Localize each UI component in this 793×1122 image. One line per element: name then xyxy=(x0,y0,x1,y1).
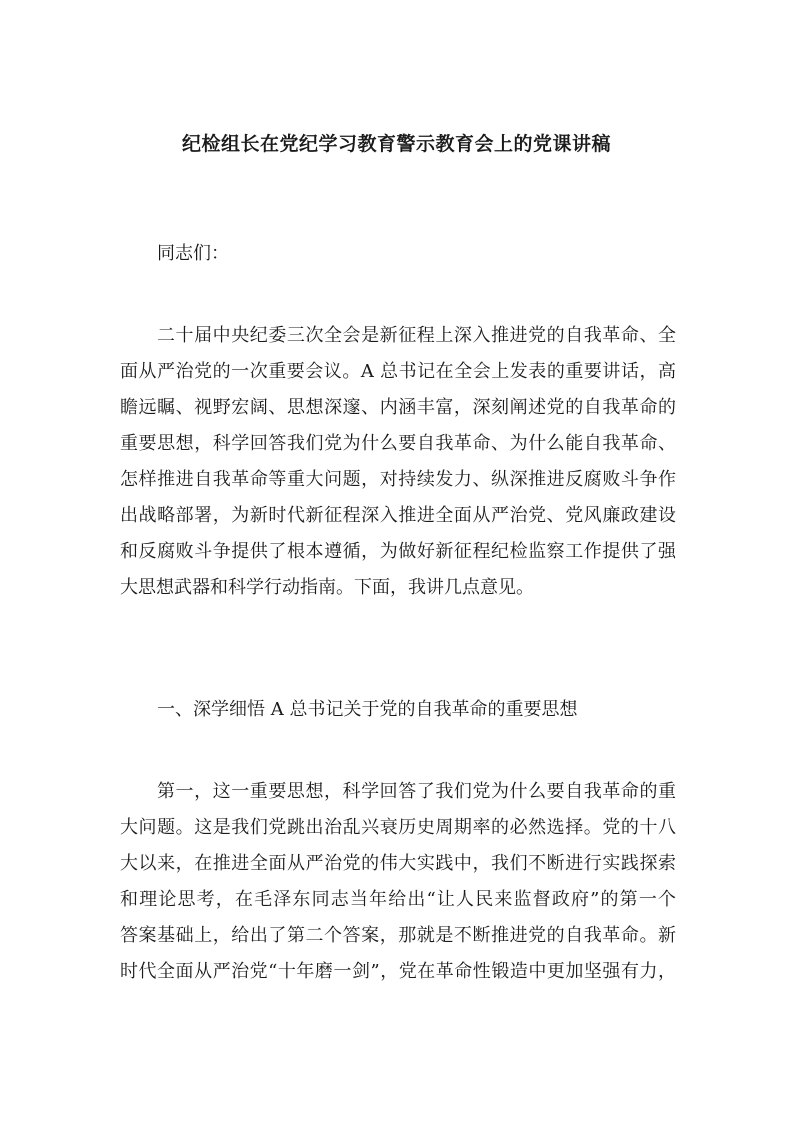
paragraph-intro xyxy=(120,318,676,606)
paragraph-line: 和理论思考，在毛泽东同志当年给出“让人民来监督政府”的第一个 xyxy=(120,889,676,910)
paragraph-line: 答案基础上，给出了第二个答案，那就是不断推进党的自我革命。新 xyxy=(120,925,676,946)
paragraph-first-point xyxy=(120,774,676,990)
paragraph-line: 瞻远瞩、视野宏阔、思想深邃、内涵丰富，深刻阐述党的自我革命的 xyxy=(120,397,676,418)
paragraph-line: 重要思想，科学回答我们党为什么要自我革命、为什么能自我革命、 xyxy=(120,433,676,454)
document-title: 纪检组长在党纪学习教育警示教育会上的党课讲稿 xyxy=(181,133,611,155)
paragraph-line: 第一，这一重要思想，科学回答了我们党为什么要自我革命的重 xyxy=(157,781,676,802)
paragraph-line: 大以来，在推进全面从严治党的伟大实践中，我们不断进行实践探索 xyxy=(120,853,676,874)
paragraph-line: 怎样推进自我革命等重大问题，对持续发力、纵深推进反腐败斗争作 xyxy=(120,469,676,490)
paragraph-line: 和反腐败斗争提供了根本遵循，为做好新征程纪检监察工作提供了强 xyxy=(120,541,676,562)
paragraph-line: 时代全面从严治党“十年磨一剑”，党在革命性锻造中更加坚强有力， xyxy=(120,961,676,982)
paragraph-line: 大思想武器和科学行动指南。下面，我讲几点意见。 xyxy=(120,577,534,598)
salutation-text: 同志们： xyxy=(157,243,229,264)
paragraph-line: 面从严治党的一次重要会议。A 总书记在全会上发表的重要讲话，高 xyxy=(120,361,676,382)
paragraph-line: 二十届中央纪委三次全会是新征程上深入推进党的自我革命、全 xyxy=(157,325,676,346)
salutation xyxy=(120,236,676,272)
section-heading xyxy=(120,692,676,728)
section-heading-text: 一、深学细悟 A 总书记关于党的自我革命的重要思想 xyxy=(157,699,578,720)
paragraph-line: 出战略部署，为新时代新征程深入推进全面从严治党、党风廉政建设 xyxy=(120,505,676,526)
paragraph-line: 大问题。这是我们党跳出治乱兴衰历史周期率的必然选择。党的十八 xyxy=(120,817,676,838)
